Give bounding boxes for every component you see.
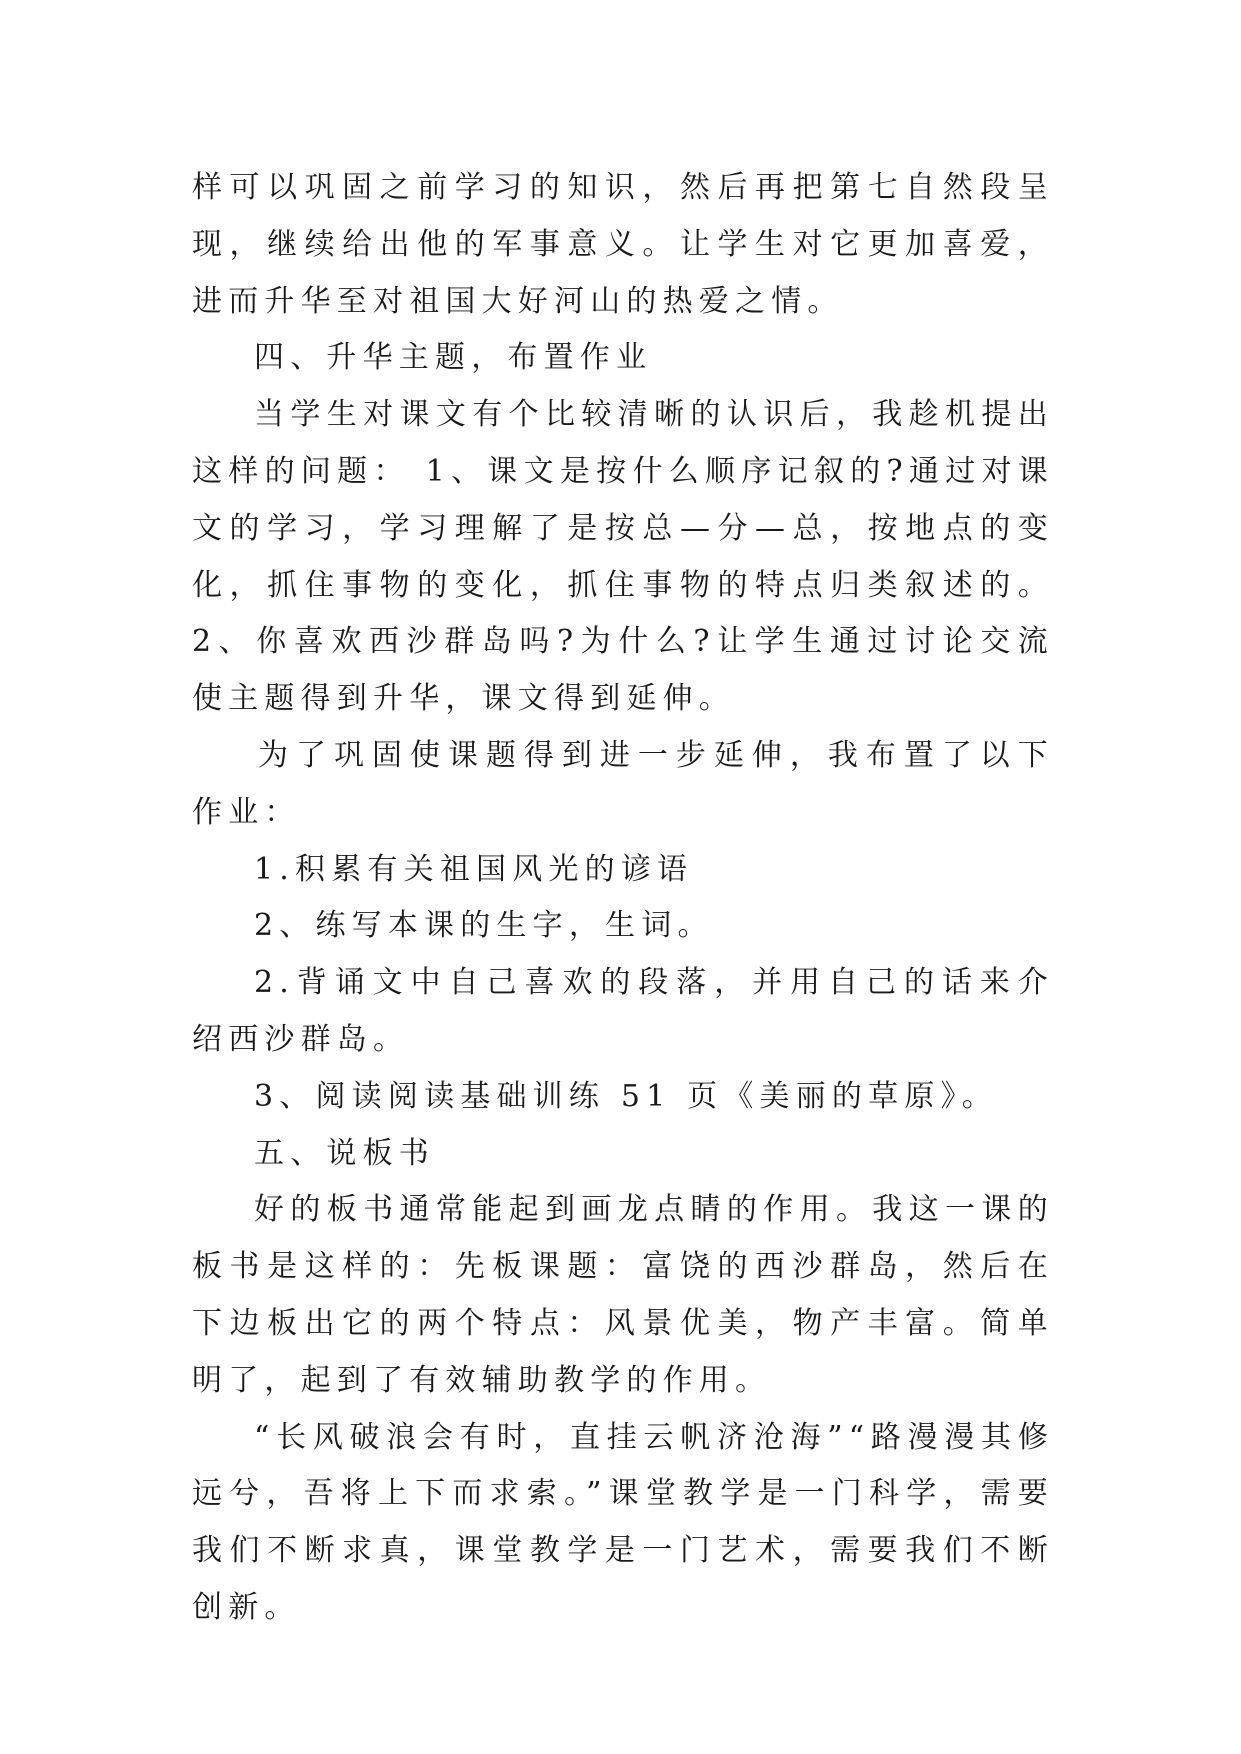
section-heading-5: 五、说板书 [254,1135,435,1171]
homework-item-2: 2、练写本课的生字，生词。 [254,908,714,944]
paragraph-blackboard: 好的板书通常能起到画龙点睛的作用。我这一课的板书是这样的：先板课题：富饶的西沙群岛，然后在下边板出它的两个特点：风景优美，物产丰富。简单明了，起到了有效辅助教学的作用。 [192,1192,1054,1398]
homework-item-3: 2.背诵文中自己喜欢的段落，并用自己的话来介绍西沙群岛。 [192,965,1054,1057]
document-body [192,160,1054,1637]
paragraph-questions: 当学生对课文有个比较清晰的认识后，我趁机提出这样的问题： 1、课文是按什么顺序记叙的?通过对课文的学习，学习理解了是按总—分—总，按地点的变化，抓住事物的变化，抓住事物的特点归类叙述的。 2、你喜欢西沙群岛吗?为什么?让学生通过讨论交流使主题得到升华，课文得到延伸。 [192,397,1054,717]
homework-item-1: 1.积累有关祖国风光的谚语 [254,851,694,887]
paragraph-homework-intro: 为了巩固使课题得到进一步延伸，我布置了以下作业： [192,737,1054,830]
homework-item-4: 3、阅读阅读基础训练 51 页《美丽的草原》。 [254,1078,998,1114]
paragraph-continuation: 样可以巩固之前学习的知识，然后再把第七自然段呈现，继续给出他的军事意义。让学生对它更加喜爱，进而升华至对祖国大好河山的热爱之情。 [192,170,1054,319]
section-heading-4: 四、升华主题，布置作业 [254,340,653,376]
paragraph-closing: “长风破浪会有时，直挂云帆济沧海”“路漫漫其修远兮，吾将上下而求索。”课堂教学是一门科学，需要我们不断求真，课堂教学是一门艺术，需要我们不断创新。 [192,1419,1054,1625]
